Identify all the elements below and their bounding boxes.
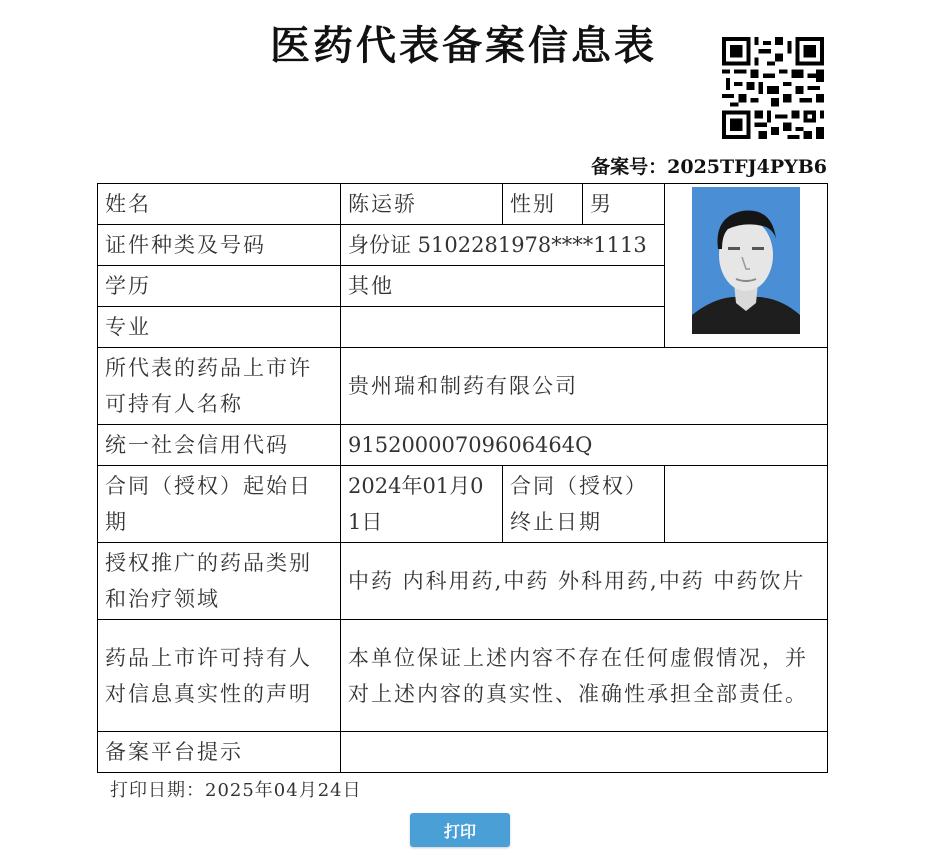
contract-start-label: 合同（授权）起始日期 [98, 466, 341, 543]
id-value: 身份证 5102281978****1113 [341, 225, 665, 266]
statement-label: 药品上市许可持有人对信息真实性的声明 [98, 620, 341, 732]
info-table [97, 183, 828, 773]
platform-tip-value [341, 732, 828, 773]
major-label: 专业 [98, 307, 341, 348]
contract-end-label: 合同（授权）终止日期 [503, 466, 665, 543]
record-number: 备案号：2025TFJ4PYB6 [591, 156, 827, 178]
contract-start-value: 2024年01月01日 [341, 466, 503, 543]
qr-code-icon [722, 37, 824, 139]
credit-code-value: 91520000709606464Q [341, 425, 828, 466]
holder-value: 贵州瑞和制药有限公司 [341, 348, 828, 425]
holder-label: 所代表的药品上市许可持有人名称 [98, 348, 341, 425]
contract-end-value [665, 466, 828, 543]
page-title: 医药代表备案信息表 [270, 22, 657, 69]
scope-label: 授权推广的药品类别和治疗领域 [98, 543, 341, 620]
person-photo-icon [692, 187, 800, 334]
name-value: 陈运骄 [341, 184, 503, 225]
print-button[interactable]: 打印 [410, 813, 510, 847]
gender-value: 男 [583, 184, 665, 225]
name-label: 姓名 [98, 184, 341, 225]
print-date: 打印日期：2025年04月24日 [110, 780, 362, 801]
platform-tip-label: 备案平台提示 [98, 732, 341, 773]
scope-value: 中药 内科用药,中药 外科用药,中药 中药饮片 [341, 543, 828, 620]
education-value: 其他 [341, 266, 665, 307]
major-value [341, 307, 665, 348]
id-label: 证件种类及号码 [98, 225, 341, 266]
photo-cell [665, 184, 828, 348]
education-label: 学历 [98, 266, 341, 307]
statement-value: 本单位保证上述内容不存在任何虚假情况，并对上述内容的真实性、准确性承担全部责任。 [341, 620, 828, 732]
avatar [692, 187, 800, 334]
credit-code-label: 统一社会信用代码 [98, 425, 341, 466]
gender-label: 性别 [503, 184, 583, 225]
